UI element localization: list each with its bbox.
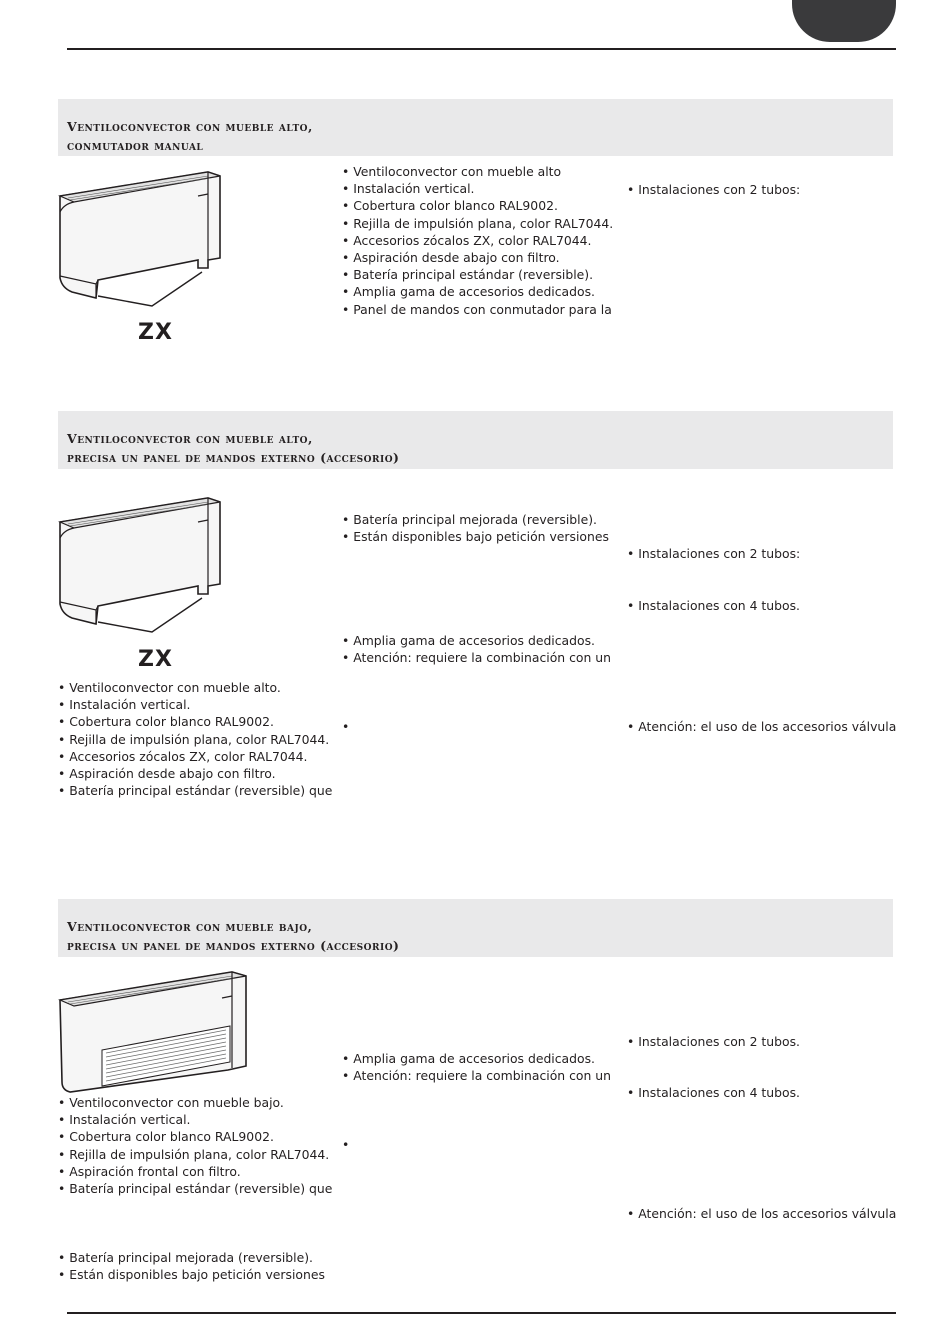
list-item: • Cobertura color blanco RAL9002. (342, 197, 613, 214)
section-2-features-left (58, 679, 332, 799)
section-3-features-mid-a (342, 1050, 611, 1084)
list-item: • Instalación vertical. (342, 180, 613, 197)
list-item: • Rejilla de impulsión plana, color RAL7044. (58, 731, 332, 748)
section-2-title: Ventiloconvector con mueble alto, precisa un panel de mandos externo (accesorio) (67, 431, 400, 465)
section-1-title: Ventiloconvector con mueble alto, conmutador manual (67, 119, 313, 153)
list-item: • Atención: requiere la combinación con un (342, 1067, 611, 1084)
list-item: • Batería principal mejorada (reversible). (342, 511, 609, 528)
section-1-features (342, 163, 613, 318)
list-item: • Atención: requiere la combinación con un (342, 649, 611, 666)
list-item (342, 718, 349, 735)
section-2-features-mid-c (342, 718, 349, 735)
list-item: • Instalaciones con 4 tubos. (627, 597, 800, 614)
section-3-features-left (58, 1094, 332, 1197)
list-item: • Instalaciones con 4 tubos. (627, 1084, 800, 1101)
list-item: • Están disponibles bajo petición versiones (58, 1266, 325, 1283)
section-3-features-left-b (58, 1249, 325, 1283)
list-item: • Amplia gama de accesorios dedicados. (342, 1050, 611, 1067)
list-item: • Panel de mandos con conmutador para la (342, 301, 613, 318)
list-item: • Instalación vertical. (58, 696, 332, 713)
list-item: • Accesorios zócalos ZX, color RAL7044. (58, 748, 332, 765)
zx-label: ZX (138, 320, 173, 345)
zx-label: ZX (138, 647, 173, 672)
list-item: • Instalaciones con 2 tubos: (627, 545, 800, 562)
list-item: • Batería principal mejorada (reversible). (58, 1249, 325, 1266)
section-2-install-2-pipes (627, 545, 800, 562)
header-rule (67, 48, 896, 50)
list-item: • Rejilla de impulsión plana, color RAL7044. (342, 215, 613, 232)
footer-rule (67, 1312, 896, 1314)
section-3-install-2-pipes (627, 1033, 800, 1050)
section-3-install-note (627, 1205, 896, 1222)
list-item: • Batería principal estándar (reversible) que (58, 782, 332, 799)
list-item: • Están disponibles bajo petición versiones (342, 528, 609, 545)
list-item: • Ventiloconvector con mueble alto (342, 163, 613, 180)
list-item: • Aspiración desde abajo con filtro. (58, 765, 332, 782)
list-item: • Amplia gama de accesorios dedicados. (342, 632, 611, 649)
section-2-install-note (627, 718, 896, 735)
fancoil-low-cabinet-illustration (58, 968, 250, 1094)
list-item: • Ventiloconvector con mueble bajo. (58, 1094, 332, 1111)
list-item: • Amplia gama de accesorios dedicados. (342, 283, 613, 300)
section-2-features-mid-b (342, 632, 611, 666)
section-3-install-4-pipes (627, 1084, 800, 1101)
list-item: • Atención: el uso de los accesorios válvula (627, 718, 896, 735)
section-1-installations (627, 181, 800, 198)
list-item: • Rejilla de impulsión plana, color RAL7044. (58, 1146, 332, 1163)
list-item: • Aspiración desde abajo con filtro. (342, 249, 613, 266)
list-item: • Ventiloconvector con mueble alto. (58, 679, 332, 696)
list-item (342, 1136, 349, 1153)
list-item: • Instalación vertical. (58, 1111, 332, 1128)
list-item: • Accesorios zócalos ZX, color RAL7044. (342, 232, 613, 249)
section-3-features-mid-c (342, 1136, 349, 1153)
section-1-header-band (58, 99, 893, 156)
list-item: • Instalaciones con 2 tubos: (627, 181, 800, 198)
list-item: • Batería principal estándar (reversible) que (58, 1180, 332, 1197)
page-corner-tab (792, 0, 896, 42)
section-3-title: Ventiloconvector con mueble bajo, precisa un panel de mandos externo (accesorio) (67, 919, 400, 953)
section-3-header-band (58, 899, 893, 957)
list-item: • Batería principal estándar (reversible). (342, 266, 613, 283)
list-item: • Cobertura color blanco RAL9002. (58, 1128, 332, 1145)
section-2-header-band (58, 411, 893, 469)
fancoil-high-cabinet-illustration (58, 168, 224, 308)
list-item: • Instalaciones con 2 tubos. (627, 1033, 800, 1050)
list-item: • Cobertura color blanco RAL9002. (58, 713, 332, 730)
section-2-features-mid-a (342, 511, 609, 545)
list-item: • Aspiración frontal con filtro. (58, 1163, 332, 1180)
section-2-install-4-pipes (627, 597, 800, 614)
fancoil-high-cabinet-illustration (58, 494, 224, 634)
list-item: • Atención: el uso de los accesorios válvula (627, 1205, 896, 1222)
